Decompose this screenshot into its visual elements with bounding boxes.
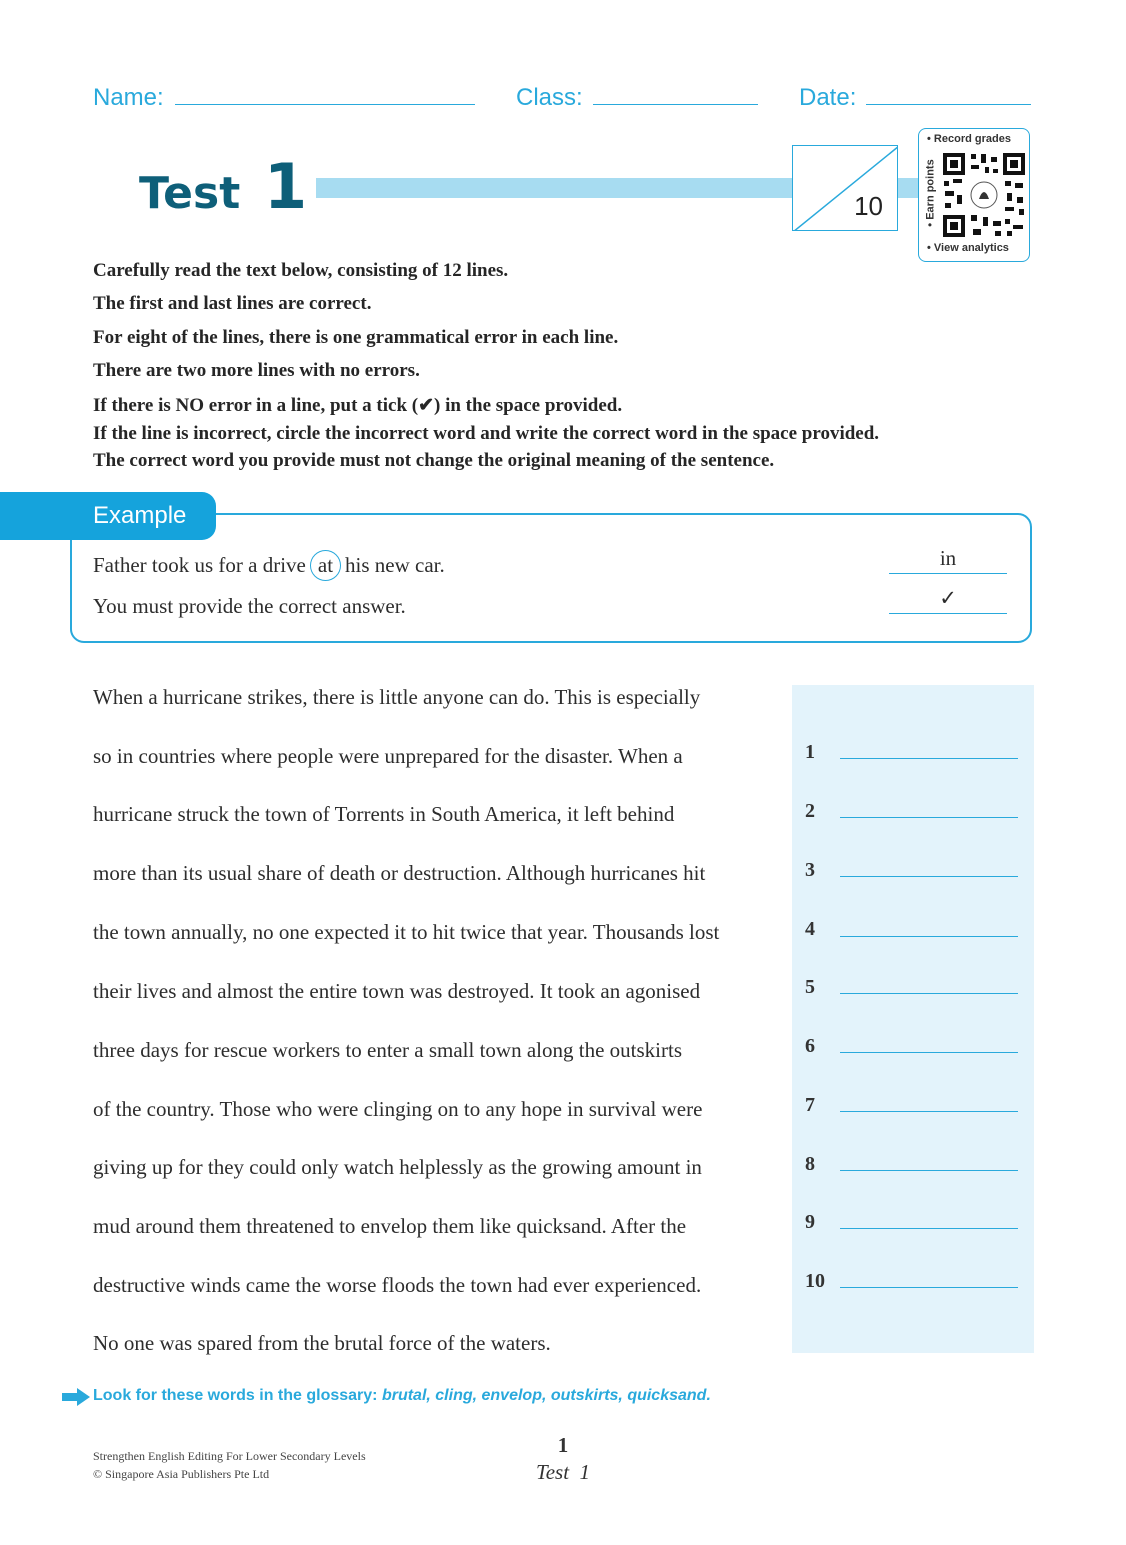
title-bar bbox=[316, 178, 792, 198]
answer-number: 1 bbox=[805, 741, 815, 763]
instruction-line: If there is NO error in a line, put a tick (✔) in the space provided. bbox=[93, 395, 623, 416]
qr-panel[interactable] bbox=[918, 128, 1030, 262]
name-label: Name: bbox=[93, 84, 164, 111]
example-answer-1: in bbox=[939, 546, 957, 570]
instruction-line: If the line is incorrect, circle the incorrect word and write the correct word in the space provided. bbox=[93, 423, 880, 444]
answer-panel bbox=[792, 685, 1034, 1353]
passage-line: the town annually, no one expected it to hit twice that year. Thousands lost bbox=[93, 920, 720, 944]
class-field[interactable] bbox=[593, 104, 758, 105]
glossary-note: Look for these words in the glossary: brutal, cling, envelop, outskirts, quicksand. bbox=[93, 1387, 711, 1404]
passage-line: When a hurricane strikes, there is little anyone can do. This is especially bbox=[93, 685, 701, 709]
answer-number: 7 bbox=[805, 1094, 815, 1116]
answer-number: 6 bbox=[805, 1035, 815, 1057]
circled-word: at bbox=[310, 550, 341, 581]
answer-line[interactable] bbox=[840, 993, 1018, 994]
title-bar-end bbox=[898, 178, 918, 198]
name-field[interactable] bbox=[175, 104, 475, 105]
answer-number: 5 bbox=[805, 976, 815, 998]
score-total: 10 bbox=[854, 191, 883, 221]
test-number: 1 bbox=[264, 150, 308, 223]
instruction-line: For eight of the lines, there is one grammatical error in each line. bbox=[93, 327, 619, 348]
answer-number: 4 bbox=[805, 918, 815, 940]
answer-line[interactable] bbox=[840, 1228, 1018, 1229]
instruction-line: The first and last lines are correct. bbox=[93, 293, 372, 314]
date-field[interactable] bbox=[866, 104, 1031, 105]
answer-number: 8 bbox=[805, 1153, 815, 1175]
qr-side-label: • Earn points bbox=[924, 159, 937, 227]
glossary-words: brutal, cling, envelop, outskirts, quicksand. bbox=[381, 1387, 711, 1404]
answer-line[interactable] bbox=[840, 936, 1018, 937]
book-title: Strengthen English Editing For Lower Secondary Levels bbox=[93, 1449, 366, 1463]
answer-line[interactable] bbox=[840, 1170, 1018, 1171]
passage-line: more than its usual share of death or destruction. Although hurricanes hit bbox=[93, 861, 706, 885]
passage-line: destructive winds came the worse floods the town had ever experienced. bbox=[93, 1273, 702, 1297]
answer-line[interactable] bbox=[840, 1052, 1018, 1053]
page-label: Test 1 bbox=[535, 1460, 591, 1484]
passage-line: of the country. Those who were clinging on to any hope in survival were bbox=[93, 1097, 703, 1121]
passage-line: giving up for they could only watch helplessly as the growing amount in bbox=[93, 1155, 702, 1179]
passage-line: so in countries where people were unprepared for the disaster. When a bbox=[93, 744, 683, 768]
answer-line[interactable] bbox=[840, 1111, 1018, 1112]
score-box[interactable] bbox=[792, 145, 898, 231]
answer-number: 10 bbox=[805, 1270, 825, 1292]
answer-line[interactable] bbox=[840, 1287, 1018, 1288]
page-number: 1 bbox=[557, 1433, 569, 1457]
answer-line[interactable] bbox=[840, 876, 1018, 877]
class-label: Class: bbox=[516, 84, 583, 111]
example-answer-line-1 bbox=[889, 573, 1007, 574]
instruction-line: The correct word you provide must not change the original meaning of the sentence. bbox=[93, 450, 775, 471]
example-line-1: Father took us for a drive at his new car. bbox=[93, 550, 445, 581]
example-heading: Example bbox=[0, 492, 216, 540]
page-title: Test bbox=[139, 168, 241, 219]
passage-line: their lives and almost the entire town was destroyed. It took an agonised bbox=[93, 979, 701, 1003]
qr-bottom-label: • View analytics bbox=[927, 242, 1009, 254]
passage-line: No one was spared from the brutal force of the waters. bbox=[93, 1331, 551, 1355]
example-answer-line-2 bbox=[889, 613, 1007, 614]
qr-code-icon bbox=[941, 151, 1027, 239]
passage-line: three days for rescue workers to enter a small town along the outskirts bbox=[93, 1038, 682, 1062]
answer-line[interactable] bbox=[840, 817, 1018, 818]
answer-number: 9 bbox=[805, 1211, 815, 1233]
answer-line[interactable] bbox=[840, 758, 1018, 759]
answer-number: 3 bbox=[805, 859, 815, 881]
answer-number: 2 bbox=[805, 800, 815, 822]
tick-icon: ✓ bbox=[939, 586, 957, 610]
example-line-2: You must provide the correct answer. bbox=[93, 594, 406, 618]
passage-line: hurricane struck the town of Torrents in South America, it left behind bbox=[93, 802, 675, 826]
arrow-right-icon bbox=[62, 1388, 90, 1406]
copyright: © Singapore Asia Publishers Pte Ltd bbox=[93, 1467, 270, 1481]
passage-line: mud around them threatened to envelop them like quicksand. After the bbox=[93, 1214, 687, 1238]
instruction-line: There are two more lines with no errors. bbox=[93, 360, 420, 381]
qr-top-label: • Record grades bbox=[927, 133, 1011, 145]
instruction-line: Carefully read the text below, consisting of 12 lines. bbox=[93, 260, 509, 281]
date-label: Date: bbox=[799, 84, 857, 111]
